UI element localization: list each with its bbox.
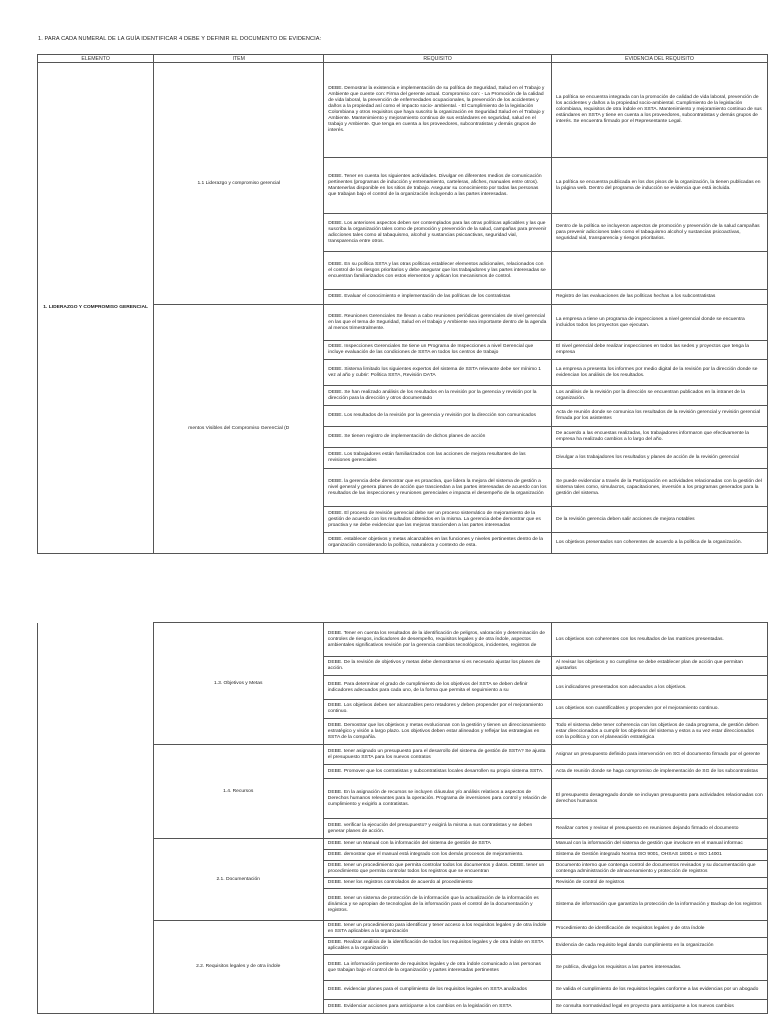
item-1-2: mentos Visibles del Compromiso GerenCial (D — [154, 305, 324, 554]
evidence-cell: Se valida el cumplimiento de los requisitos legales conforme a las evidencias por un abogado — [551, 981, 767, 1000]
item-1-1: 1.1 Liderazgo y compromiso gerencial — [154, 63, 324, 305]
requirement-cell: DEBE. verificar la ejecución del presupuesto? y exigirá la misma a sus contratistas y se deben generar planes de acción. — [323, 819, 551, 839]
evidence-cell: Realizar cortes y revisar el presupuesto en reuniones dejando firmado el documento — [551, 819, 767, 839]
evidence-cell: La empresa a presenta los informes por medio digital de la revisión por la dirección donde se evidencian los análisis de los resultados. — [551, 360, 767, 386]
requirement-cell: DEBE. En su política SSTA y las otras políticas establecer elementos adicionales, relacionados con el control de los riesgos prioritarios y debe asegurar que los trabajadores y las partes interesadas se encuentran familiarizados con estos elementos y aplican los mecanismos de control. — [324, 252, 552, 290]
requirement-cell: DEBE. establecer objetivos y metas alcanzables en las funciones y niveles pertinentes dentro de la organización considerando la política, naturaleza y contexto de esta. — [324, 533, 552, 554]
item-1-3: 1.3. Objetivos y Metas — [153, 623, 323, 745]
requirements-table-page2 — [37, 622, 768, 1014]
evidence-cell: Evidencia de cada requisito legal dando cumplimiento en la organización — [551, 938, 767, 955]
requirement-cell: DEBE. Evidenciar acciones para anticiparse a los cambios en la legislación en SSTA — [323, 1000, 551, 1014]
header-evidencia: EVIDENCIA DEL REQUISITO — [551, 55, 767, 63]
requirement-cell: DEBE. Tener en cuenta los siguientes actividades. Divulgar en diferentes medios de comunicación pertinentes (programas de inducción y entrenamiento, carteleras, afiches, manuales entre otros). Mantenerlas disponible en los sitios de trabajo. Asegurar su conocimiento por todas las personas que trabajan bajo el control de la organización incluyendo a las partes interesadas. — [324, 158, 552, 214]
evidence-cell: Los análisis de la revisión por la dirección se encuentran publicados en la intranet de la organización. — [551, 386, 767, 406]
evidence-cell: El presupuesto desagregado donde se incluyan presupuesto para actividades relacionadas con derechos humanos — [551, 779, 767, 819]
evidence-cell: Los objetivos presentados son coherentes de acuerdo a la política de la organización. — [551, 533, 767, 554]
evidence-cell: Manual con la información del sistema de gestión que involucre en el manual informac — [551, 839, 767, 850]
requirement-cell: DEBE. Los resultados de la revisión por la gerencia y revisión por la dirección son comunicados — [324, 406, 552, 427]
item-2-2: 2.2. Requisitos legales y de otra índole — [153, 921, 323, 1014]
requirement-cell: DEBE. tener los registros controlados de acuerdo al procedimiento — [323, 878, 551, 889]
evidence-cell: El nivel gerencial debe realizar inspecciones en todos las sedes y proyectos que tenga la empresa — [551, 341, 767, 360]
requirement-cell: DEBE. Promover que los contratistas y subcontratistas locales desarrollen su propio sistema SSTA. — [323, 765, 551, 779]
evidence-cell: Dentro de la política se incluyeron aspectos de promoción y prevención de la salud campañas para prevenir adicciones tales como el tabaquismo alcohol y sustancias psicoactivas, seguridad vial, transparencia y riesgos prioritarios. — [551, 214, 767, 252]
requirement-cell: DEBE. tener un sistema de protección de la información que la actualización de la información es dinámica y se apropian de tecnologías de la información para el control de la documentación y registros. — [323, 889, 551, 921]
requirement-cell: DEBE. Demostrar que los objetivos y metas evolucionan con la gestión y tienen un direccionamiento estratégico y visión a largo plazo. Los objetivos deben estar alineados y reflejar las estrategias en SSTA de la compañía. — [323, 719, 551, 745]
header-item: ITEM — [154, 55, 324, 63]
evidence-cell: Los objetivos son cuantificables y propenden por el mejoramiento continuo. — [551, 700, 767, 719]
element-cell: 1. LIDERAZGO Y COMPROMISO GERENCIAL — [38, 63, 154, 554]
requirement-cell: DEBE. Reuniones Gerenciales Se llevan a cabo reuniones periódicas gerenciales de nivel gerencial en las que el tema de Seguridad, Salud en el trabajo y Ambiente sea importante dentro de la agenda al menos trimestralmente. — [324, 305, 552, 341]
evidence-cell: Los objetivos son coherentes con los resultados de las matrices presentadas. — [551, 623, 767, 657]
evidence-cell: Los indicadores presentados son adecuados a los objetivos. — [551, 676, 767, 700]
requirement-cell: DEBE. tener asignado un presupuesto para el desarrollo del sistema de gestión de SSTA? Se ajusta el presupuesto SSTA para los nuevos contratos — [323, 745, 551, 765]
requirement-cell: DEBE. Los trabajadores están familiarizados con las acciones de mejora resultantes de las revisiones gerenciales — [324, 448, 552, 469]
requirement-cell: DEBE. Demostrar la existencia e implementación de su política de Seguridad, Salud en el Trabajo y Ambiente que cuente con: Firma del gerente actual. Compromiso con: - La Promoción de la calidad de vida laboral, la prevención de enfermedades ocupacionales, la prevención de los accidentes y daños a la propiedad así como el impacto socio- ambiental. - El Cumplimiento de la legislación Colombiana y otros requisitos que haya suscrito la organización en Seguridad Salud en el Trabajo y Ambiente. Mantenimiento y mejoramiento continuo de sus estándares en seguridad, salud en el trabajo y Ambiente. Que tenga en cuenta a los proveedores, subcontratistas y demás grupos de interés. — [324, 63, 552, 158]
evidence-cell: Se consulta normatividad legal en proyecto para anticiparse a los nuevos cambios — [551, 1000, 767, 1014]
evidence-cell: Se puede evidenciar a través de la Participación en actividades relacionadas con la gestión del sistema tales como, simulacros, capacitaciones, inversión a los programas generados para la gestión del sistema. — [551, 469, 767, 507]
page-break — [0, 576, 768, 616]
requirement-cell: DEBE. Evaluar el conocimiento e implementación de las políticas de los contratistas — [324, 290, 552, 305]
evidence-cell: Asignar un presupuesto definido para intervención en SG el documento firmado por el gerente — [551, 745, 767, 765]
requirement-cell: DEBE. En la asignación de recursos se incluyen cláusulas y/o análisis relativos a aspectos de Derechos humanos relevantes para la operación. Programa de inversiones para control y relación de cumplimiento y exigirlo a contratistas. — [323, 779, 551, 819]
requirement-cell: DEBE. De la revisión de objetivos y metas debe demostrarse si es necesario ajustar los planes de acción. — [323, 657, 551, 676]
element-cell-continued — [38, 623, 154, 921]
evidence-cell: La política se encuentra integrada con la promoción de calidad de vida laboral, prevención de los accidentes y daños a la propiedad socio-ambiental. Cumplimiento de la legislación colombiana, requisitos de otra índole en SSTA. Mantenimiento y mejoramiento continuo de sus estándares en SSTA y tiene en cuenta a los proveedores, subcontratistas y demás grupos de interés. Se encuentra firmado por el Representante Legal. — [551, 63, 767, 158]
item-1-4: 1.4. Recursos — [153, 745, 323, 839]
requirement-cell: DEBE. tener un Manual con la información del sistema de gestión de SSTA — [323, 839, 551, 850]
evidence-cell: Acta de reunión donde se comunica los resultados de la revisión gerencial y revisión gerencial firmada por los asistentes — [551, 406, 767, 427]
evidence-cell: Revisión de control de registros — [551, 878, 767, 889]
evidence-cell: Se publica, divulga los requisitos a las partes interesadas. — [551, 955, 767, 981]
evidence-cell: De la revisión gerencia deben salir acciones de mejora notables — [551, 507, 767, 533]
evidence-cell — [551, 252, 767, 290]
requirement-cell: DEBE. Sistema limitado los siguientes expertos del sistema de SSTA relevante debe ser mínimo 1 vez al año y cubrir: Política SSTA, Revisión DATA — [324, 360, 552, 386]
requirement-cell: DEBE. tener un procedimiento que permita controlar todos los documentos y datos. DEBE. tener un procedimiento que permita controlar todos los registros que se encuentran — [323, 861, 551, 878]
evidence-cell: Sistema de información que garantiza la protección de la información y Backup de los registros — [551, 889, 767, 921]
element-cell-section-2 — [38, 921, 154, 1014]
requirement-cell: DEBE. Tener en cuenta los resultados de la identificación de peligros, valoración y determinación de controles de riesgos, indicadores de desempeño, requisitos legales y de otra índole, aspectos ambientales significativos revisión por la gerencia cambios tecnológicos, incidentes, registros de — [323, 623, 551, 657]
instruction-text: 1. PARA CADA NUMERAL DE LA GUÍA IDENTIFICAR 4 DEBE Y DEFINIR EL DOCUMENTO DE EVIDENCIA: — [38, 36, 322, 42]
header-requisito: REQUISITO — [324, 55, 552, 63]
requirement-cell: DEBE. Se han realizado análisis de los resultados en la revisión por la gerencia y revisión por la dirección para la dirección y otros documentado — [324, 386, 552, 406]
requirement-cell: DEBE. evidenciar planes para el cumplimiento de los requisitos legales en SSTA analizados — [323, 981, 551, 1000]
evidence-cell: Procedimiento de identificación de requisitos legales y de otra índole — [551, 921, 767, 938]
item-2-1: 2.1. Documentación — [153, 839, 323, 921]
evidence-cell: Acta de reunión donde se haga compromiso de implementación de SG de los subcontratistas — [551, 765, 767, 779]
evidence-cell: Registro de las evaluaciones de las políticas hechas a los subcontratistas — [551, 290, 767, 305]
requirement-cell: DEBE. la gerencia debe demostrar que es proactiva, que lidera la mejora del sistema de gestión a nivel general y genera planes de acción que trasciendan a las partes interesadas de acuerdo con los resultados de las inspecciones y reuniones gerenciales e impacta el desempeño de la organización — [324, 469, 552, 507]
requirement-cell: DEBE. tener un procedimiento para identificar y tener acceso a los requisitos legales y de otra índole en SSTA aplicables a la organización — [323, 921, 551, 938]
requirement-cell: DEBE. Inspecciones Gerenciales Se tiene un Programa de Inspecciones a nivel Gerencial que incluye evaluación de las condiciones de SSTA en todos los centros de trabajo — [324, 341, 552, 360]
requirement-cell: DEBE. La información pertinente de requisitos legales y de otra índole comunicado a las personas que trabajan bajo el control de la organización y partes interesadas pertinentes — [323, 955, 551, 981]
evidence-cell: Al revisar los objetivos y no cumplirse se debe establecer plan de acción que permitan ajustarlos — [551, 657, 767, 676]
requirement-cell: DEBE. El proceso de revisión gerencial debe ser un proceso sistemático de mejoramiento de la gestión de acuerdo con los resultados obtenidos en la misma. La gerencia debe demostrar que es proactiva y se debe evidenciar que las mejoras trascienden a las partes interesadas — [324, 507, 552, 533]
evidence-cell: Divulgar a los trabajadores los resultados y planes de acción de la revisión gerencial — [551, 448, 767, 469]
requirement-cell: DEBE. demostrar que el manual está integrado con los demás procesos de mejoramiento. — [323, 850, 551, 861]
evidence-cell: Sistema de Gestión integrado Norma ISO 9001, OHSAS 18001 e ISO 14001 — [551, 850, 767, 861]
requirement-cell: DEBE. Los anteriores aspectos deben ser contemplados para las otras políticas aplicables y las que suscriba la organización tales como de promoción y prevención de la salud, campañas para prevenir adicciones tales como al tabaquismo, alcohol y sustancias psicoactivas, seguridad vial, transparencia entre otros. — [324, 214, 552, 252]
requirement-cell: DEBE. Los objetivos deben ser alcanzables pero retadores y deben propender por el mejoramiento continuo. — [323, 700, 551, 719]
requirement-cell: DEBE. Para determinar el grado de cumplimiento de los objetivos del SSTA se deben definir indicadores adecuados para cada uno, de la forma que permita el seguimiento a su — [323, 676, 551, 700]
header-elemento: ELEMENTO — [38, 55, 154, 63]
requirement-cell: DEBE. Se tienen registro de implementación de dichos planes de acción — [324, 427, 552, 448]
requirements-table-page1 — [37, 54, 768, 554]
requirement-cell: DEBE. Realizar análisis de la identificación de todos los requisitos legales y de otra índole en SSTA aplicables a la organización — [323, 938, 551, 955]
evidence-cell: De acuerdo a las encuestas realizadas, los trabajadores informaron que efectivamente la empresa ha realizado cambios a lo largo del año. — [551, 427, 767, 448]
evidence-cell: La política se encuentra publicada en los dos pisos de la organización, la tienen publicadas en la página web. Dentro del programa de inducción se evidencia que está incluida. — [551, 158, 767, 214]
evidence-cell: Documento interno que contenga control de documentos revisados y su documentación que contenga administración de almacenamiento y protección de registros — [551, 861, 767, 878]
evidence-cell: Todo el sistema debe tener coherencia con los objetivos de cada programa, de gestión deben estar direccionados a cumplir los objetivos del sistema y estos a su vez estar direccionados con la política y con el planeación estratégica — [551, 719, 767, 745]
evidence-cell: La empresa a tiene un programa de inspecciones a nivel gerencial donde se encuentra incluidos todos los proyectos que ejecutan. — [551, 305, 767, 341]
